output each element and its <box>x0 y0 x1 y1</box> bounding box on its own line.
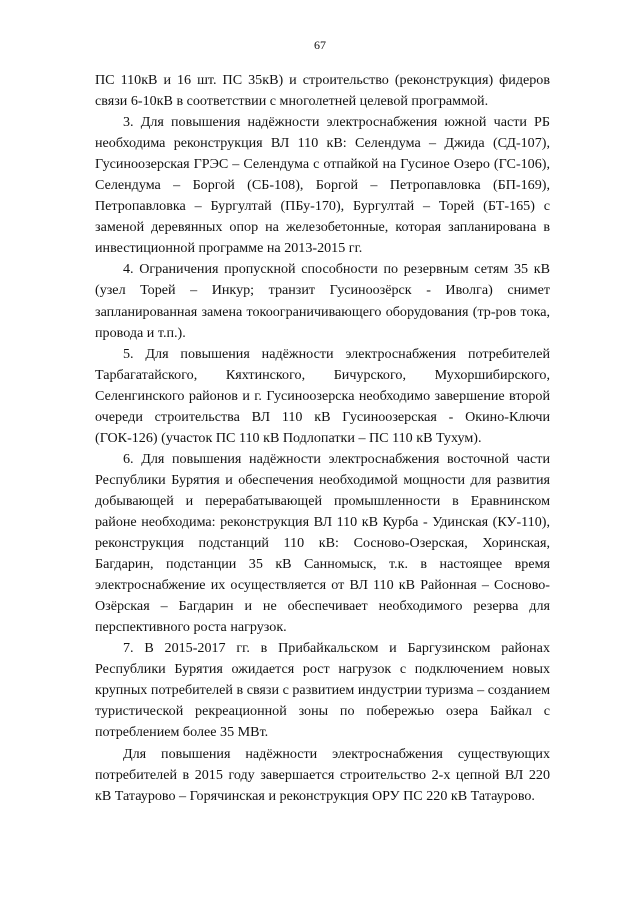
document-body <box>95 70 550 807</box>
page-number: 67 <box>314 38 326 52</box>
paragraph-closing: Для повышения надёжности электроснабжения существующих потребителей в 2015 году завершается строительство 2-х цепной ВЛ 220 кВ Татаурово – Горячинская и реконструкция ОРУ ПС 220 кВ Татаурово. <box>95 745 550 804</box>
paragraph-item-6: 6. Для повышения надёжности электроснабжения восточной части Республики Бурятия и обеспечения необходимой мощности для развития добывающей и перерабатывающей промышленности в Еравнинском районе необходима: реконструкция ВЛ 110 кВ Курба - Удинская (КУ-110), реконструкция подстанций 110 кВ: Сосново-Озерская, Хоринская, Багдарин, подстанции 35 кВ Санномыск, т.к. в настоящее время электроснабжение их осуществляется от ВЛ 110 кВ Районная – Сосново-Озёрская – Багдарин и не обеспечивает необходимого резерва для перспективного роста нагрузок. <box>95 450 550 636</box>
paragraph-item-7: 7. В 2015-2017 гг. в Прибайкальском и Баргузинском районах Республики Бурятия ожидается рост нагрузок с подключением новых крупных потребителей в связи с развитием индустрии туризма – созданием туристической рекреационной зоны по побережью озера Байкал с потреблением более 35 МВт. <box>95 640 550 741</box>
paragraph-item-4: 4. Ограничения пропускной способности по резервным сетям 35 кВ (узел Торей – Инкур; транзит Гусиноозёрск - Иволга) снимет запланированная замена токоограничивающего оборудования (тр-ров тока, провода и т.п.). <box>95 261 550 341</box>
paragraph-item-5: 5. Для повышения надёжности электроснабжения потребителей Тарбагатайского, Кяхтинского, Бичурского, Мухоршибирского, Селенгинского районов и г. Гусиноозерска необходимо завершение второй очереди строительства ВЛ 110 кВ Гусиноозерская - Окино-Ключи (ГОК-126) (участок ПС 110 кВ Подлопатки – ПС 110 кВ Тухум). <box>95 345 550 446</box>
paragraph-item-3: 3. Для повышения надёжности электроснабжения южной части РБ необходима реконструкция ВЛ 110 кВ: Селендума – Джида (СД-107), Гусиноозерская ГРЭС – Селендума с отпайкой на Гусиное Озеро (ГС-106), Селендума – Боргой (СБ-108), Боргой – Петропавловка (БП-169), Петропавловка – Бургултай (ПБу-170), Бургултай – Торей (БТ-165) с заменой деревянных опор на железобетонные, которая запланирована в инвестиционной программе на 2013-2015 гг. <box>95 114 550 257</box>
paragraph-continuation: ПС 110кВ и 16 шт. ПС 35кВ) и строительство (реконструкция) фидеров связи 6-10кВ в соответствии с многолетней целевой программой. <box>95 72 550 110</box>
